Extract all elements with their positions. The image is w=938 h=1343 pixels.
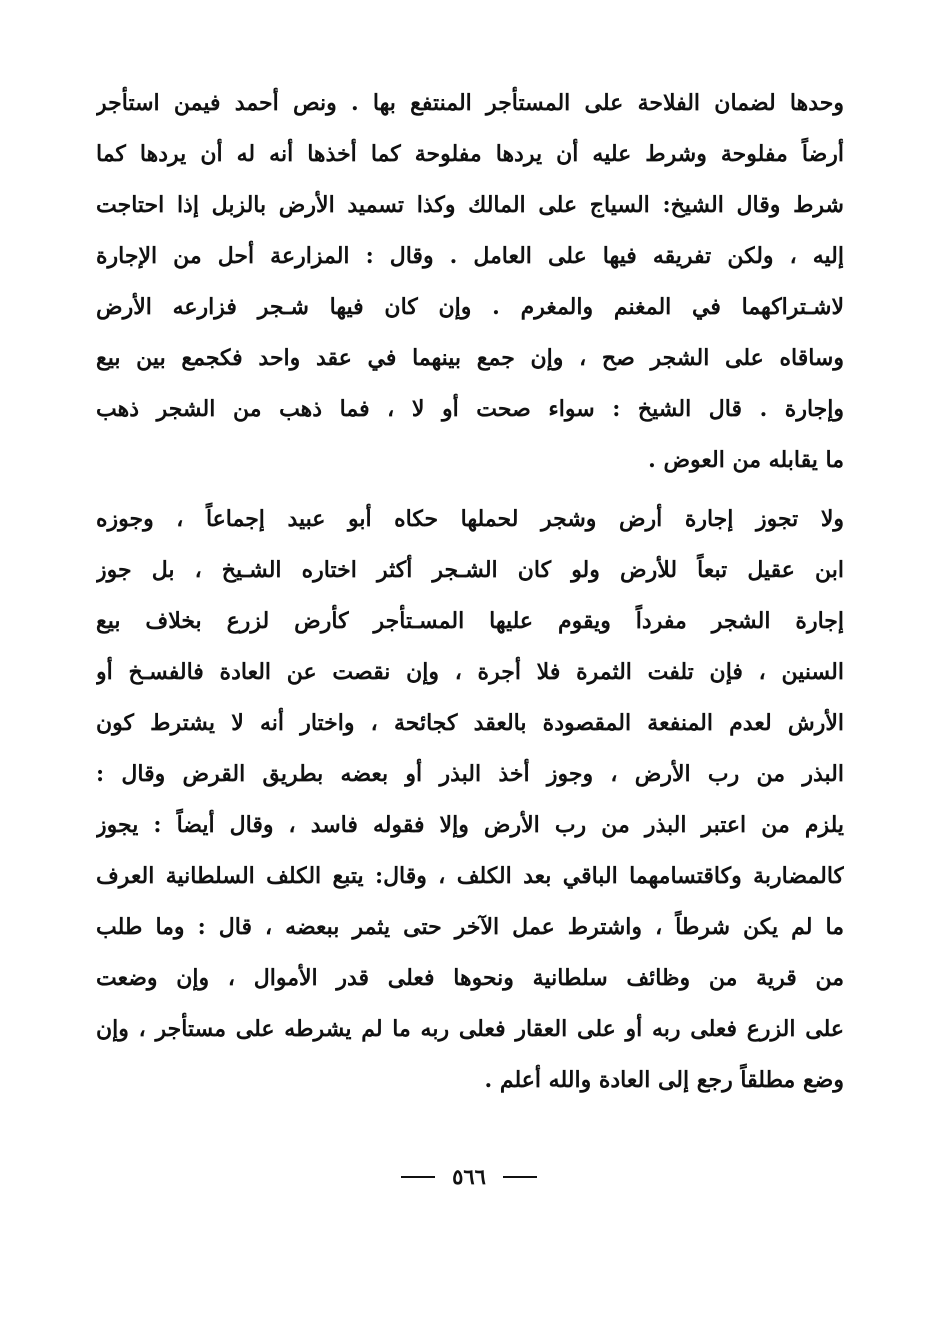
text-line: من قرية من وظائف سلطانية ونحوها فعلى قدر الأموال ، وإن وضعت [96, 965, 844, 991]
text-line: ولا تجوز إجارة أرض وشجر لحملها حكاه أبو عبيد إجماعاً ، وجوزه [96, 506, 844, 532]
text-line: ما لم يكن شرطاً ، واشترط عمل الآخر حتى يثمر ببعضه ، قال : وما طلب [96, 914, 844, 940]
text-line: لاشـتراكهما في المغنم والمغرم . وإن كان فيها شـجر فزارعه الأرض [96, 294, 844, 320]
text-line: شرط وقال الشيخ: السياج على المالك وكذا تسميد الأرض بالزبل إذا احتاجت [96, 192, 844, 218]
text-line: ما يقابله من العوض . [648, 447, 844, 473]
page-number: ٥٦٦ [452, 1164, 486, 1189]
text-line: كالمضاربة وكاقتسامهما الباقي بعد الكلف ، وقال: يتبع الكلف السلطانية العرف [96, 863, 844, 889]
text-line: ابن عقيل تبعاً للأرض ولو كان الشـجر أكثر اختاره الشـيخ ، بل جوز [96, 557, 844, 583]
text-line: البذر من رب الأرض ، وجوز أخذ البذر أو بعضه بطريق القرض وقال : [96, 761, 844, 787]
text-line: على الزرع فعلى ربه أو على العقار فعلى ربه ما لم يشرطه على مستأجر ، وإن [96, 1016, 844, 1042]
text-line: وضع مطلقاً رجع إلى العادة والله أعلم . [484, 1067, 844, 1093]
text-line: إجارة الشجر مفرداً ويقوم عليها المسـتأجر كأرض لزرع بخلاف بيع [96, 608, 844, 634]
footer-dash-left [401, 1176, 435, 1178]
text-line: وحدها لضمان الفلاحة على المستأجر المنتفع بها . ونص أحمد فيمن استأجر [96, 90, 844, 116]
text-line: يلزم من اعتبر البذر من رب الأرض وإلا فقوله فاسد ، وقال أيضاً : يجوز [96, 812, 844, 838]
page-footer [0, 1162, 938, 1189]
text-line: وإجارة . قال الشيخ : سواء صحت أو لا ، فما ذهب من الشجر ذهب [96, 396, 844, 422]
text-line: إليه ، ولكن تفريقه فيها على العامل . وقال : المزارعة أحل من الإجارة [96, 243, 844, 269]
paragraph-2 [96, 494, 844, 1106]
text-line: الأرش لعدم المنفعة المقصودة بالعقد كجائحة ، واختار أنه لا يشترط كون [96, 710, 844, 736]
paragraph-1 [96, 78, 844, 486]
text-line: وساقاه على الشجر صح ، وإن جمع بينهما في عقد واحد فكجمع بين بيع [96, 345, 844, 371]
footer-dash-right [503, 1176, 537, 1178]
text-line: السنين ، فإن تلفت الثمرة فلا أجرة ، وإن نقصت عن العادة فالفسـخ أو [96, 659, 844, 685]
text-line: أرضاً مفلوحة وشرط عليه أن يردها مفلوحة كما أخذها أنه له أن يردها كما [96, 141, 844, 167]
